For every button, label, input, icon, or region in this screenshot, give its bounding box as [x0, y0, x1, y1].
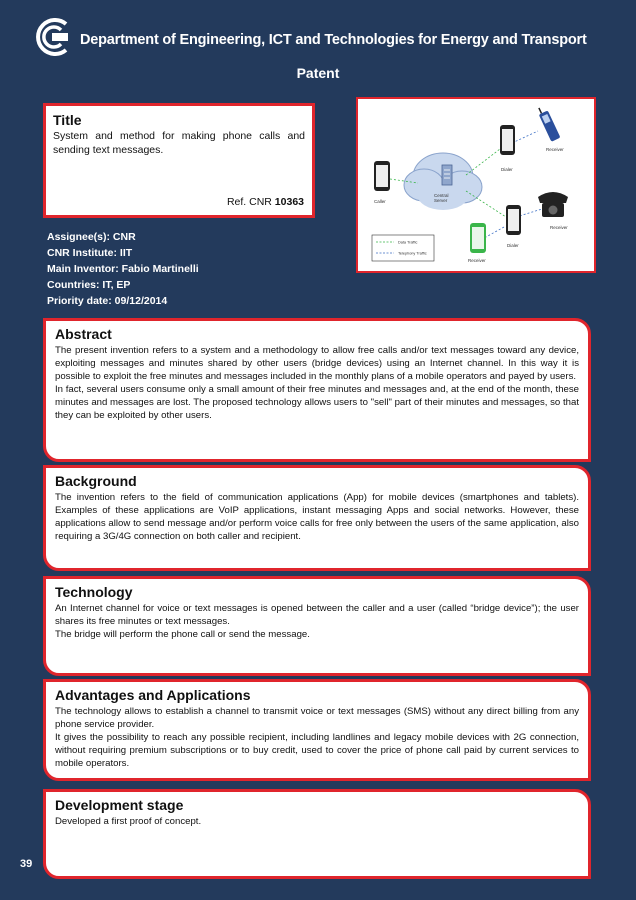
- title-box: [43, 103, 315, 218]
- patent-metadata: [47, 229, 199, 309]
- abstract-heading: Abstract: [55, 326, 112, 342]
- technology-paragraph: The bridge will perform the phone call or send the message.: [55, 629, 310, 640]
- receiver-top-label: Receiver: [546, 147, 564, 152]
- server-label-1: Central: [434, 193, 449, 198]
- development-section: [43, 789, 591, 879]
- abstract-section: [43, 318, 591, 462]
- main-inventor: Main Inventor: Fabio Martinelli: [47, 263, 199, 275]
- doc-type-label: Patent: [296, 65, 340, 81]
- landline-phone-icon: [538, 192, 568, 217]
- reference: [227, 196, 304, 208]
- ref-prefix: Ref. CNR: [226, 196, 272, 208]
- advantages-paragraph: It gives the possibility to reach any possible recipient, including landlines and legacy mobile devices with 2G connection, without requiring premium subscriptions or to buy credit, used to cover the price of phone call paid by current services to mobile operators.: [55, 732, 579, 769]
- ref-number: 10363: [274, 196, 304, 208]
- priority-date: Priority date: 09/12/2014: [47, 295, 168, 307]
- background-text: [55, 491, 579, 543]
- advantages-heading: Advantages and Applications: [55, 687, 251, 703]
- development-heading: Development stage: [55, 797, 184, 813]
- receiver-bottom-label: Receiver: [468, 258, 486, 263]
- title-text: System and method for making phone calls and sending text messages.: [53, 130, 305, 156]
- caller-label: Caller: [374, 199, 386, 204]
- background-section: [43, 465, 591, 571]
- development-text: [55, 815, 579, 828]
- diagram-legend: [372, 235, 434, 261]
- background-paragraph: The invention refers to the field of communication applications (App) for mobile devices (smartphones and tablets). Examples of these applications are VoIP applications, instant messaging Apps and social networks. However, these applications allow to send message and/or perform voice calls for free only between the users of the same application, also requiring a 3G/4G connection on both caller and recipient.: [55, 492, 579, 542]
- cnr-logo: [28, 18, 70, 56]
- abstract-text: [55, 344, 579, 422]
- abstract-paragraph: The present invention refers to a system and a methodology to allow free calls and/or text messages toward any device, exploiting messages and minutes shared by other users (bridge devices) using an Internet channel. In this way it is possible to exploit the free minutes and messages included in the monthly plans of a mobile operators and payed by users.: [55, 345, 579, 382]
- legend-telephony: Telephony Traffic: [398, 251, 427, 256]
- dialer-phone-icon: [500, 125, 515, 155]
- caller-phone-icon: [374, 161, 390, 191]
- telephony-link-top: [512, 131, 538, 143]
- abstract-paragraph: In fact, several users consume only a small amount of their free minutes and messages and, at the end of the month, these minutes and messages are lost. The proposed technology allows users to "sell" part of their minutes and messages, so that they can be exploited by other users.: [55, 384, 579, 421]
- advantages-section: [43, 679, 591, 781]
- server-icon: [442, 165, 452, 185]
- technology-text: [55, 602, 579, 641]
- assignee: Assignee(s): CNR: [47, 231, 136, 243]
- technology-section: [43, 576, 591, 676]
- technology-heading: Technology: [55, 584, 133, 600]
- technology-paragraph: An Internet channel for voice or text messages is opened between the caller and a user (called “bridge device”); the user shares its free minutes or text messages.: [55, 603, 579, 627]
- development-paragraph: Developed a first proof of concept.: [55, 816, 202, 827]
- department-title: Department of Engineering, ICT and Technologies for Energy and Transport: [80, 32, 587, 48]
- page-number: 39: [20, 858, 33, 870]
- dialer-bottom-phone-icon: [506, 205, 521, 235]
- dialer-top-label: Dialer: [501, 167, 513, 172]
- server-label-2: Server: [434, 198, 448, 203]
- receiver-bottom-phone-icon: [470, 223, 486, 253]
- advantages-paragraph: The technology allows to establish a channel to transmit voice or text messages (SMS) without any direct billing from any phone service provider.: [55, 706, 579, 730]
- system-diagram-svg: [358, 99, 594, 271]
- background-heading: Background: [55, 473, 137, 489]
- countries: Countries: IT, EP: [47, 279, 131, 291]
- system-diagram: [356, 97, 596, 273]
- telephony-link-bottom: [486, 227, 504, 237]
- receiver-landline-label: Receiver: [550, 225, 568, 230]
- institute: CNR Institute: IIT: [47, 247, 133, 259]
- legend-data: Data Traffic: [398, 240, 418, 245]
- receiver-mobile-icon: [536, 105, 560, 142]
- dialer-bottom-label: Dialer: [507, 243, 519, 248]
- title-heading: Title: [53, 112, 82, 128]
- advantages-text: [55, 705, 579, 770]
